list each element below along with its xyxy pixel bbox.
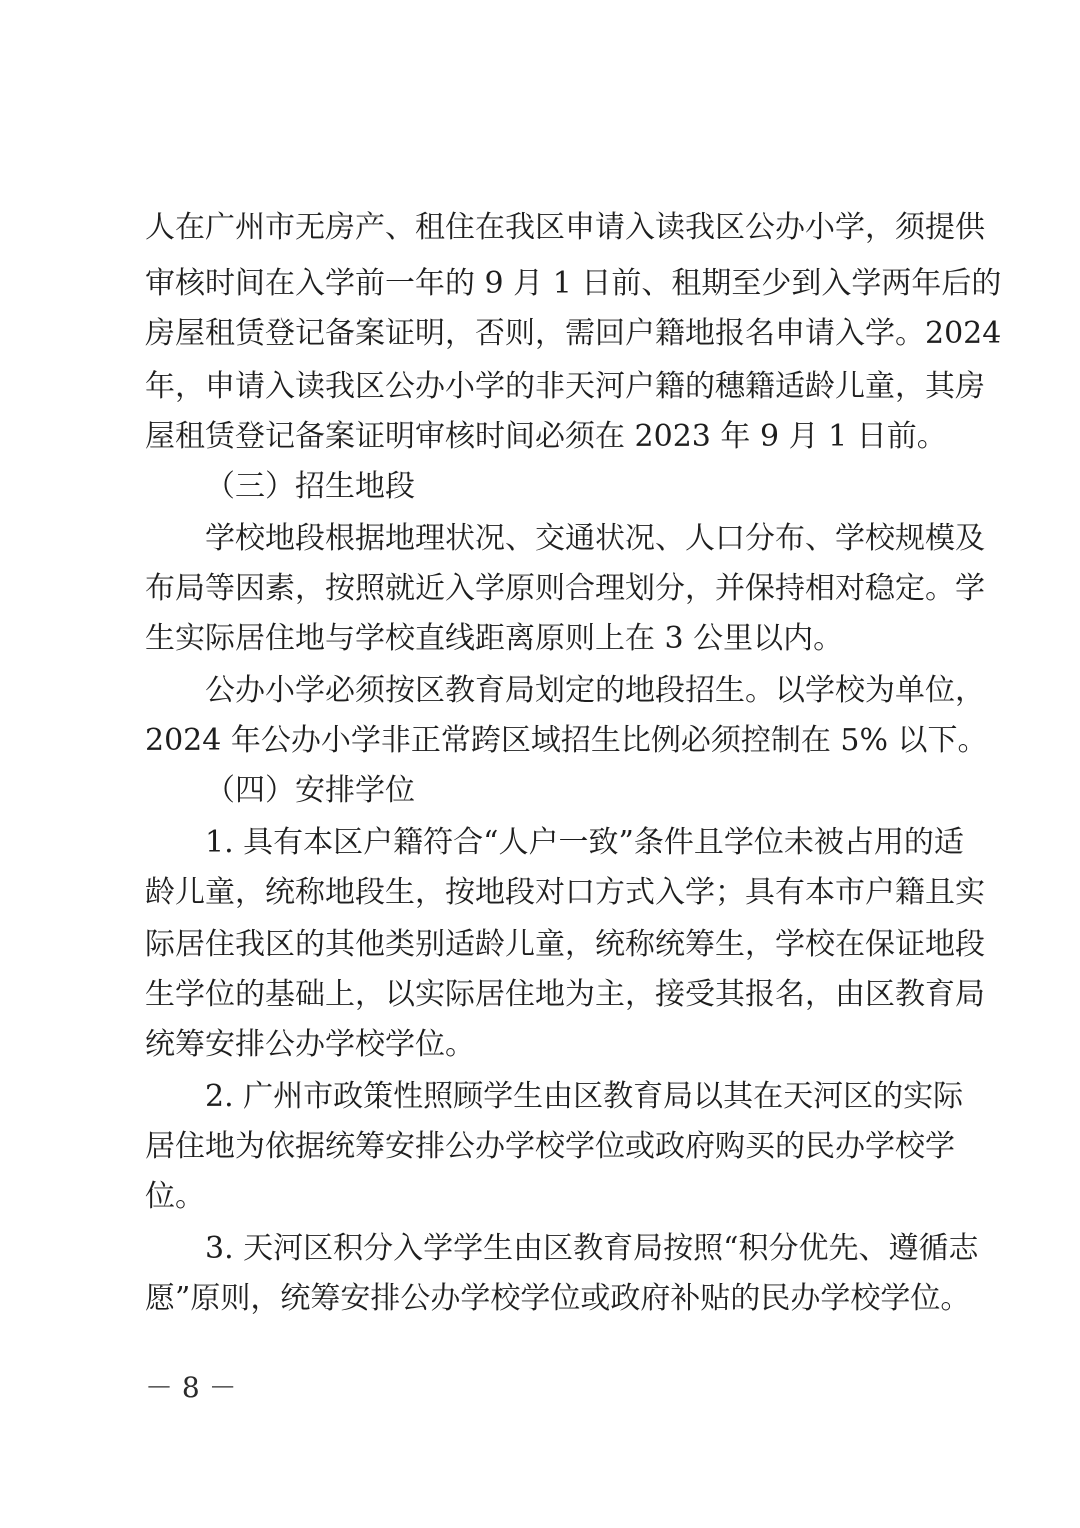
paragraph-line: 年，申请入读我区公办小学的非天河户籍的穗籍适龄儿童，其房 (145, 369, 985, 404)
paragraph-line: 际居住我区的其他类别适龄儿童，统称统筹生，学校在保证地段 (145, 927, 985, 962)
paragraph-line: 3. 天河区积分入学学生由区教育局按照“积分优先、遵循志 (205, 1231, 979, 1266)
paragraph-line: 公办小学必须按区教育局划定的地段招生。以学校为单位， (205, 673, 985, 708)
paragraph-line: 2. 广州市政策性照顾学生由区教育局以其在天河区的实际 (205, 1079, 964, 1114)
paragraph-line: 学校地段根据地理状况、交通状况、人口分布、学校规模及 (205, 521, 985, 556)
paragraph-line: 生实际居住地与学校直线距离原则上在 3 公里以内。 (145, 621, 844, 656)
paragraph-line: 房屋租赁登记备案证明，否则，需回户籍地报名申请入学。2024 (145, 316, 1002, 351)
section-heading-4: （四）安排学位 (205, 773, 415, 808)
paragraph-line: 龄儿童，统称地段生，按地段对口方式入学；具有本市户籍且实 (145, 875, 985, 910)
paragraph-line: 居住地为依据统筹安排公办学校学位或政府购买的民办学校学 (145, 1129, 955, 1164)
section-heading-3: （三）招生地段 (205, 469, 415, 504)
page-number: － 8 － (145, 1371, 237, 1404)
paragraph-line: 2024 年公办小学非正常跨区域招生比例必须控制在 5% 以下。 (145, 723, 988, 758)
paragraph-line: 布局等因素，按照就近入学原则合理划分，并保持相对稳定。学 (145, 571, 985, 606)
paragraph-line: 位。 (145, 1179, 205, 1214)
paragraph-line: 愿”原则，统筹安排公办学校学位或政府补贴的民办学校学位。 (145, 1281, 971, 1316)
paragraph-line: 生学位的基础上，以实际居住地为主，接受其报名，由区教育局 (145, 977, 985, 1012)
paragraph-line: 屋租赁登记备案证明审核时间必须在 2023 年 9 月 1 日前。 (145, 419, 947, 454)
paragraph-line: 统筹安排公办学校学位。 (145, 1027, 475, 1062)
paragraph-line: 审核时间在入学前一年的 9 月 1 日前、租期至少到入学两年后的 (145, 266, 1002, 301)
paragraph-line: 人在广州市无房产、租住在我区申请入读我区公办小学，须提供 (145, 210, 985, 245)
paragraph-line: 1. 具有本区户籍符合“人户一致”条件且学位未被占用的适 (205, 825, 964, 860)
